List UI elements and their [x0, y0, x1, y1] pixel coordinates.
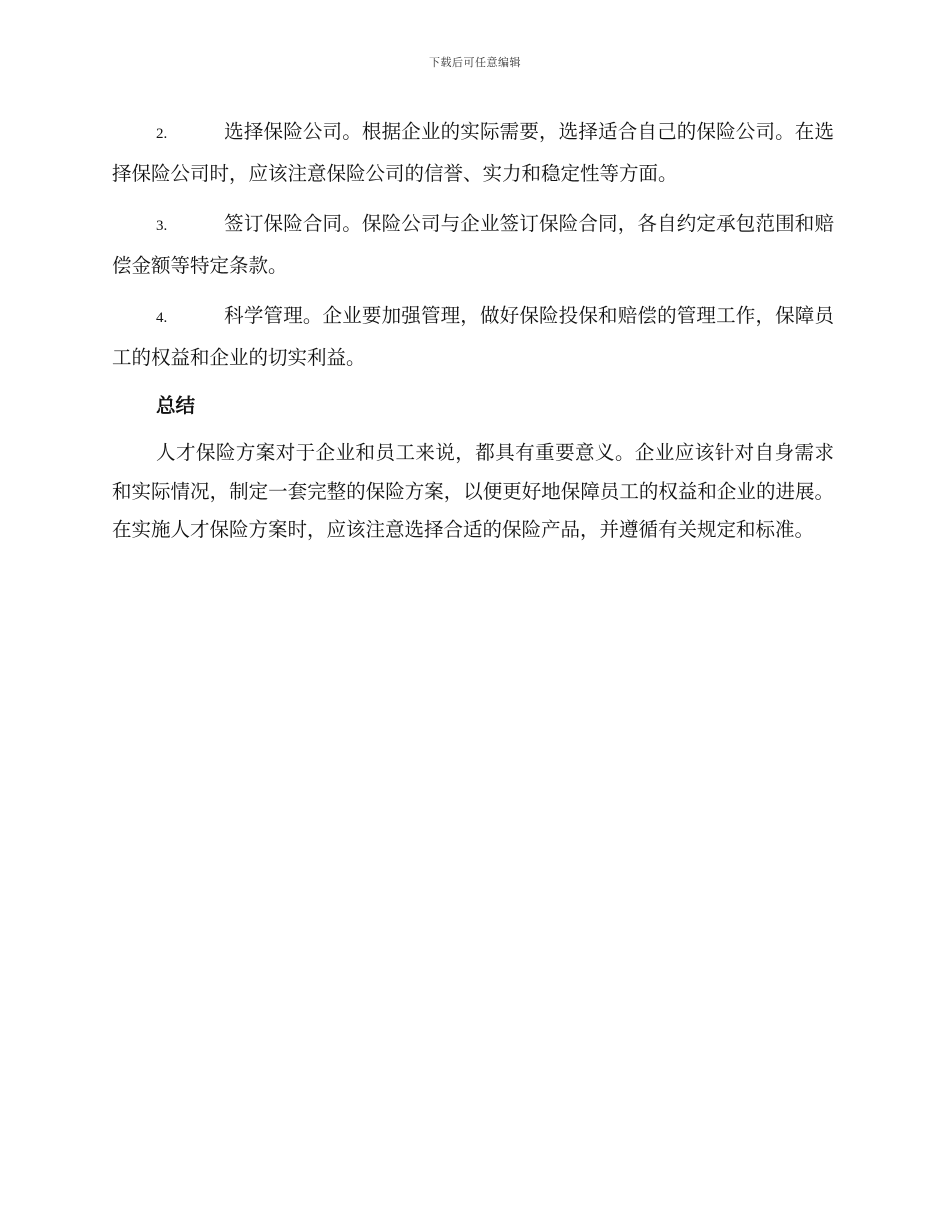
list-item-4 — [112, 296, 834, 378]
list-number: 3. — [156, 218, 168, 234]
list-text: 选择保险公司。根据企业的实际需要，选择适合自己的保险公司。在选择保险公司时，应该注意保险公司的信誉、实力和稳定性等方面。 — [112, 120, 834, 185]
list-text: 科学管理。企业要加强管理，做好保险投保和赔偿的管理工作，保障员工的权益和企业的切实利益。 — [112, 304, 834, 369]
list-item-2 — [112, 112, 834, 194]
list-number: 4. — [156, 310, 168, 326]
list-text: 签订保险合同。保险公司与企业签订保险合同，各自约定承包范围和赔偿金额等特定条款。 — [112, 212, 834, 277]
document-content — [112, 112, 834, 550]
summary-heading: 总结 — [156, 394, 196, 417]
list-item-3 — [112, 204, 834, 286]
list-number: 2. — [156, 126, 168, 142]
header-note: 下载后可任意编辑 — [429, 56, 521, 69]
summary-paragraph: 人才保险方案对于企业和员工来说，都具有重要意义。企业应该针对自身需求和实际情况，制定一套完整的保险方案，以便更好地保障员工的权益和企业的进展。在实施人才保险方案时，应该注意选择合适的保险产品，并遵循有关规定和标准。 — [112, 441, 834, 541]
